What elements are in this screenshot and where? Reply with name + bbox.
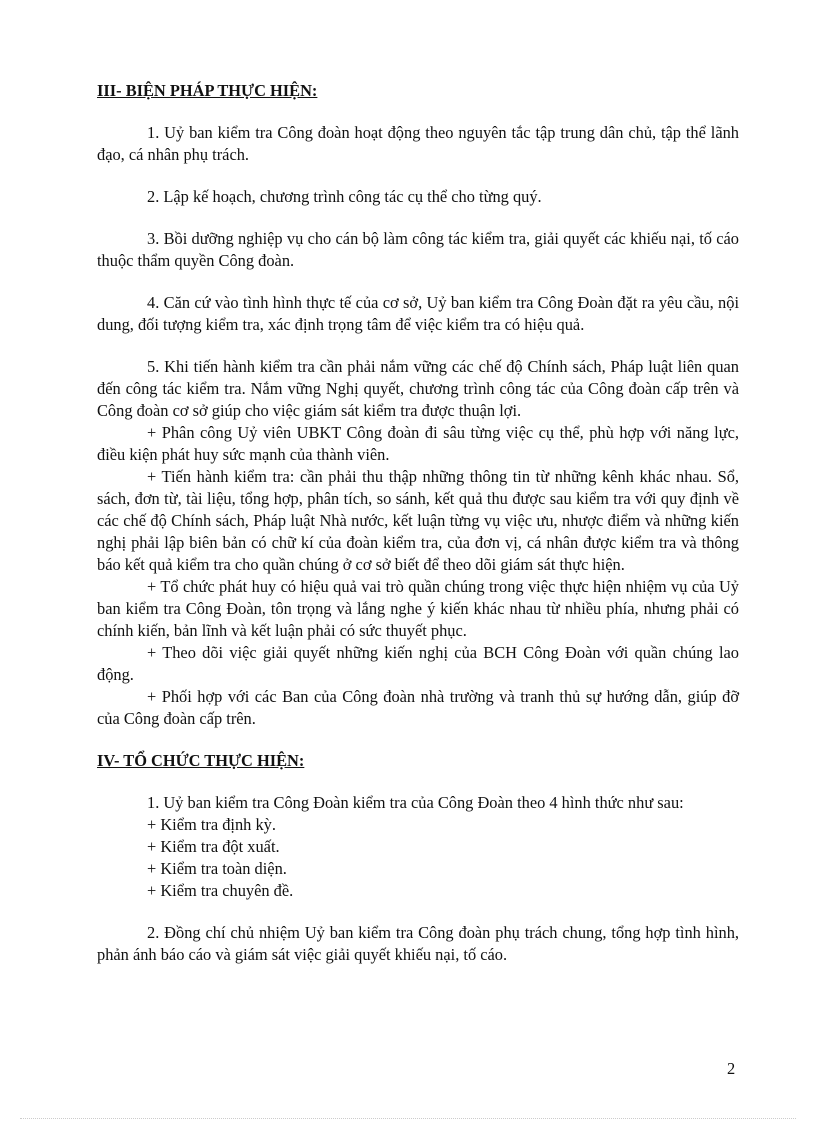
page-bottom-divider <box>20 1118 796 1119</box>
section-3-paragraph-5: 5. Khi tiến hành kiểm tra cần phải nắm vững các chế độ Chính sách, Pháp luật liên quan đến công tác kiểm tra. Nắm vững Nghị quyết, chương trình công tác của Công đoàn cấp trên và Công đoàn cơ sở giúp cho việc giám sát kiểm tra được thuận lợi. <box>97 357 739 420</box>
section-3-paragraph-1: 1. Uỷ ban kiểm tra Công đoàn hoạt động theo nguyên tắc tập trung dân chủ, tập thể lãnh đạo, cá nhân phụ trách. <box>97 123 739 164</box>
page-number: 2 <box>727 1059 736 1078</box>
inspection-form-item: + Kiểm tra đột xuất. <box>147 837 280 856</box>
inspection-form-item: + Kiểm tra định kỳ. <box>147 815 276 834</box>
section-3-bullet-5: + Phối hợp với các Ban của Công đoàn nhà trường và tranh thủ sự hướng dẫn, giúp đỡ của Công đoàn cấp trên. <box>97 687 739 728</box>
inspection-form-item: + Kiểm tra chuyên đề. <box>147 881 294 900</box>
section-3-paragraph-2: 2. Lập kế hoạch, chương trình công tác cụ thể cho từng quý. <box>147 187 542 206</box>
section-3-bullet-1: + Phân công Uỷ viên UBKT Công đoàn đi sâu từng việc cụ thể, phù hợp với năng lực, điều kiện phát huy sức mạnh của thành viên. <box>97 423 739 464</box>
section-3-heading: III- BIỆN PHÁP THỰC HIỆN: <box>97 81 318 100</box>
section-4-paragraph-2: 2. Đồng chí chủ nhiệm Uỷ ban kiểm tra Công đoàn phụ trách chung, tổng hợp tình hình, phản ánh báo cáo và giám sát việc giải quyết khiếu nại, tố cáo. <box>97 923 739 964</box>
section-3-bullet-3: + Tổ chức phát huy có hiệu quả vai trò quần chúng trong việc thực hiện nhiệm vụ của Uỷ ban kiểm tra Công Đoàn, tôn trọng và lắng nghe ý kiến khác nhau từ nhiều phía, nhưng phải có chính kiến, bản lĩnh và kết luận phải có sức thuyết phục. <box>97 577 739 640</box>
section-4-paragraph-1: 1. Uỷ ban kiểm tra Công Đoàn kiểm tra của Công Đoàn theo 4 hình thức như sau: <box>147 793 684 812</box>
inspection-form-item: + Kiểm tra toàn diện. <box>147 859 287 878</box>
section-3-bullet-2: + Tiến hành kiểm tra: cần phải thu thập những thông tin từ những kênh khác nhau. Sổ, sách, đơn từ, tài liệu, tổng hợp, phân tích, so sánh, kết quả thu được sau kiểm tra với quy định về các chế độ Chính sách, Pháp luật Nhà nước, kết luận từng vụ việc ưu, nhược điểm và những kiến nghị phải lập biên bản có chữ kí của đoàn kiểm tra, của đơn vị, cá nhân được kiểm tra và thông báo kết quả kiểm tra cho quần chúng ở cơ sở biết để theo dõi giám sát thực hiện. <box>97 467 739 574</box>
document-page <box>97 80 739 966</box>
section-3-bullet-4: + Theo dõi việc giải quyết những kiến nghị của BCH Công Đoàn với quần chúng lao động. <box>97 643 739 684</box>
section-3-paragraph-4: 4. Căn cứ vào tình hình thực tế của cơ sở, Uỷ ban kiểm tra Công Đoàn đặt ra yêu cầu, nội dung, đối tượng kiểm tra, xác định trọng tâm để việc kiểm tra có hiệu quả. <box>97 293 739 334</box>
section-4-heading: IV- TỔ CHỨC THỰC HIỆN: <box>97 751 305 770</box>
section-3-paragraph-3: 3. Bồi dưỡng nghiệp vụ cho cán bộ làm công tác kiểm tra, giải quyết các khiếu nại, tố cáo thuộc thẩm quyền Công đoàn. <box>97 229 739 270</box>
